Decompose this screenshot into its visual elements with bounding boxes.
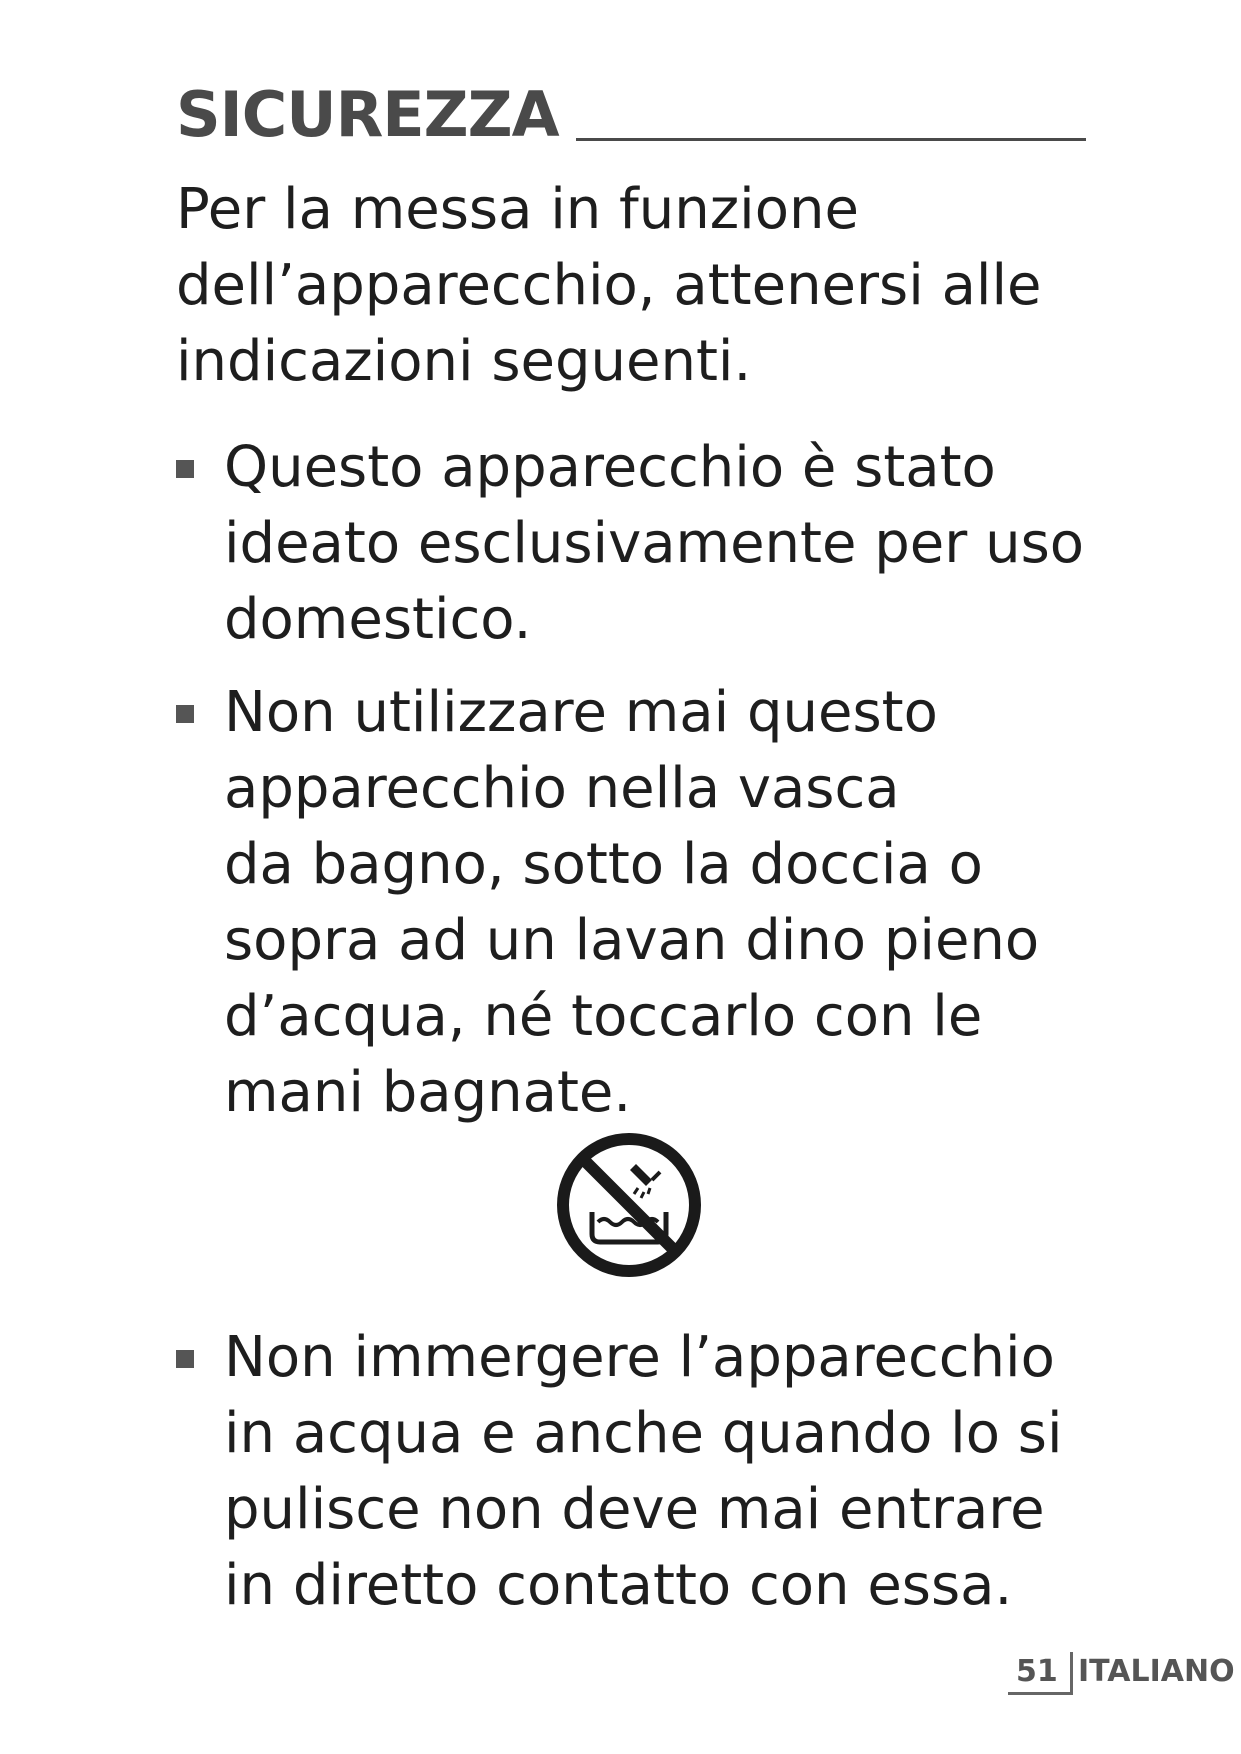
square-bullet-icon	[176, 1350, 194, 1368]
page-number: 51	[1016, 1654, 1058, 1689]
bullet-text	[224, 675, 1114, 1131]
bullet-line: da bagno, sotto la doccia o	[224, 832, 983, 897]
square-bullet-icon	[176, 460, 194, 478]
square-bullet-icon	[176, 705, 194, 723]
bullet-line: Non utilizzare mai questo	[224, 680, 938, 745]
section-heading: SICUREZZA	[176, 78, 559, 151]
bullet-text	[224, 1320, 1114, 1624]
bullet-text	[224, 430, 1114, 658]
intro-line: Per la messa in funzione	[176, 177, 859, 242]
language-label: ITALIANO	[1078, 1654, 1235, 1689]
bullet-line: ideato esclusivamente per uso	[224, 511, 1085, 576]
no-bath-shower-icon	[554, 1130, 704, 1280]
heading-rule	[576, 138, 1086, 141]
bullet-line: pulisce non deve mai entrare	[224, 1477, 1045, 1542]
bullet-line: mani bagnate.	[224, 1060, 632, 1125]
bullet-line: Non immergere l’apparecchio	[224, 1325, 1055, 1390]
bullet-line: in diretto contatto con essa.	[224, 1553, 1013, 1618]
bullet-line: apparecchio nella vasca	[224, 756, 900, 821]
footer-divider	[1070, 1652, 1073, 1695]
page-footer	[1008, 1652, 1235, 1696]
intro-line: dell’apparecchio, attenersi alle	[176, 253, 1042, 318]
intro-paragraph	[176, 172, 1096, 400]
bullet-line: d’acqua, né toccarlo con le	[224, 984, 983, 1049]
bullet-line: Questo apparecchio è stato	[224, 435, 996, 500]
bullet-line: domestico.	[224, 587, 532, 652]
intro-line: indicazioni seguenti.	[176, 329, 752, 394]
bullet-line: in acqua e anche quando lo si	[224, 1401, 1063, 1466]
bullet-line: sopra ad un lavan dino pieno	[224, 908, 1040, 973]
page-number-underline	[1008, 1692, 1070, 1695]
